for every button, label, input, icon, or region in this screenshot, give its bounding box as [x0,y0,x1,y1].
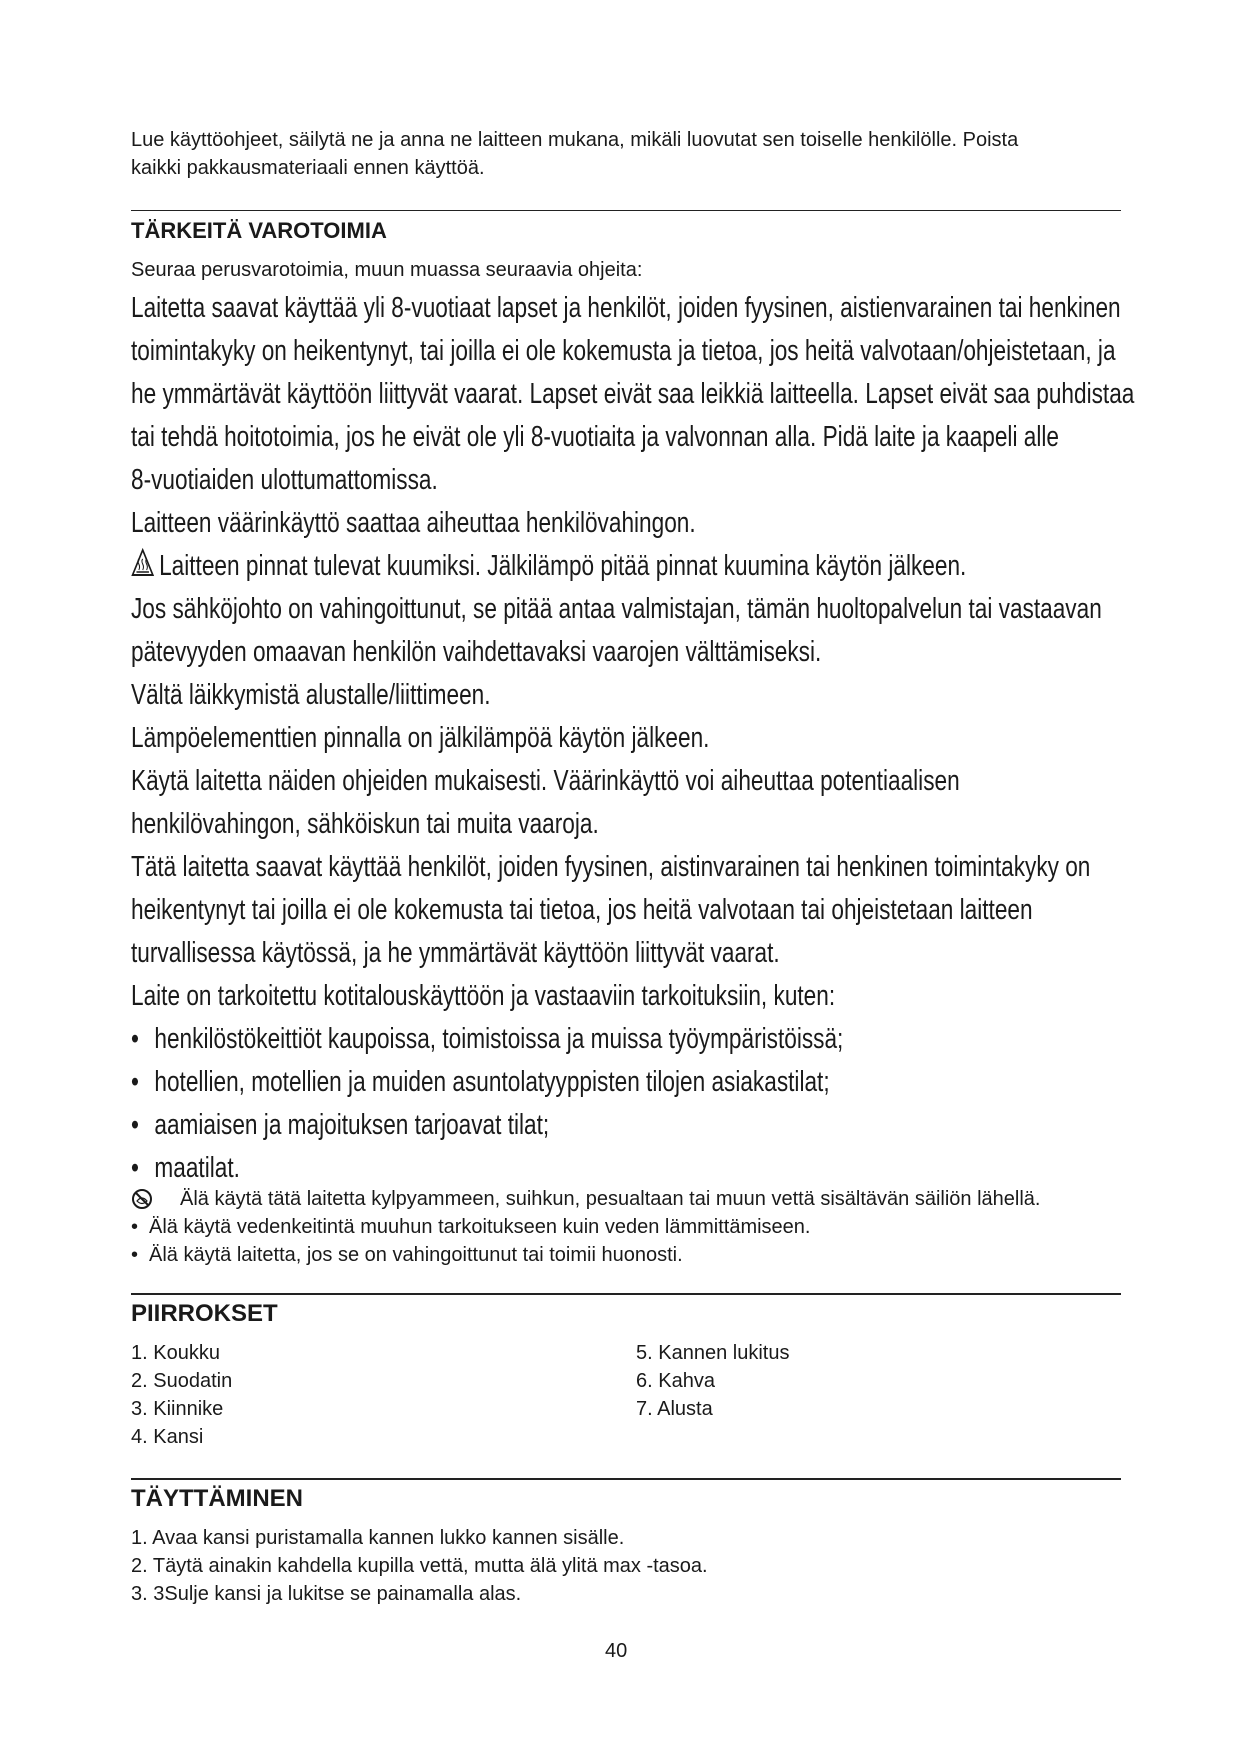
note-line: Älä käytä tätä laitetta kylpyammeen, suihkun, pesualtaan tai muun vettä sisältävän säiliön lähellä. [180,1188,1041,1210]
bullet-icon: • [131,1244,139,1266]
filling-step: 3. 3Sulje kansi ja lukitse se painamalla alas. [131,1583,522,1605]
drawings-item: 1. Koukku [131,1342,220,1364]
bullet-icon: • [131,1066,139,1098]
safety-line: 8-vuotiaiden ulottumattomissa. [131,464,438,496]
hot-surface-warning [131,546,966,586]
section-divider [131,1478,1121,1480]
safety-line: Laitteen pinnat tulevat kuumiksi. Jälkilämpö pitää pinnat kuumina käytön jälkeen. [159,550,967,582]
hot-surface-warning-icon [131,548,154,578]
note-line: • Älä käytä laitetta, jos se on vahingoittunut tai toimii huonosti. [131,1241,683,1269]
filling-heading: TÄYTTÄMINEN [131,1485,303,1512]
safety-line: Tätä laitetta saavat käyttää henkilöt, joiden fyysinen, aistinvarainen tai henkinen toimintakyky on [131,851,1091,883]
filling-step: 1. Avaa kansi puristamalla kannen lukko kannen sisälle. [131,1527,625,1549]
section-divider [131,210,1121,211]
drawings-item: 6. Kahva [636,1370,715,1392]
safety-line: Laite on tarkoitettu kotitalouskäyttöön ja vastaaviin tarkoituksiin, kuten: [131,980,836,1012]
section-divider [131,1293,1121,1295]
safety-subheading: Seuraa perusvarotoimia, muun muassa seuraavia ohjeita: [131,259,643,281]
safety-line: Lämpöelementtien pinnalla on jälkilämpöä käytön jälkeen. [131,722,710,754]
no-water-icon [131,1188,153,1210]
use-list-item: • aamiaisen ja majoituksen tarjoavat tilat; [131,1105,549,1145]
safety-line: Laitteen väärinkäyttö saattaa aiheuttaa henkilövahingon. [131,507,696,539]
page-number: 40 [605,1640,628,1662]
safety-line: toimintakyky on heikentynyt, tai joilla ei ole kokemusta ja tietoa, jos heitä valvotaan/ohjeistetaan, ja [131,335,1116,367]
safety-line: Vältä läikkymistä alustalle/liittimeen. [131,679,491,711]
drawings-item: 4. Kansi [131,1426,204,1448]
drawings-item: 2. Suodatin [131,1370,233,1392]
bullet-icon: • [131,1023,139,1055]
safety-line: Jos sähköjohto on vahingoittunut, se pitää antaa valmistajan, tämän huoltopalvelun tai vastaavan [131,593,1102,625]
bullet-icon: • [131,1109,139,1141]
drawings-item: 3. Kiinnike [131,1398,224,1420]
intro-line-2: kaikki pakkausmateriaali ennen käyttöä. [131,157,485,179]
safety-line: Laitetta saavat käyttää yli 8-vuotiaat lapset ja henkilöt, joiden fyysinen, aistienvarainen tai henkinen [131,292,1121,324]
bullet-icon: • [131,1152,139,1184]
drawings-item: 7. Alusta [636,1398,713,1420]
note-line: • Älä käytä vedenkeitintä muuhun tarkoitukseen kuin veden lämmittämiseen. [131,1213,810,1241]
intro-line-1: Lue käyttöohjeet, säilytä ne ja anna ne laitteen mukana, mikäli luovutat sen toiselle henkilölle. Poista [131,129,1019,151]
bullet-icon: • [131,1216,139,1238]
safety-line: pätevyyden omaavan henkilön vaihdettavaksi vaarojen välttämiseksi. [131,636,822,668]
safety-heading: TÄRKEITÄ VAROTOIMIA [131,218,387,243]
safety-line: he ymmärtävät käyttöön liittyvät vaarat. Lapset eivät saa leikkiä laitteella. Lapset eivät saa puhdistaa [131,378,1135,410]
safety-line: henkilövahingon, sähköiskun tai muita vaaroja. [131,808,599,840]
use-list-item: • maatilat. [131,1148,240,1188]
filling-step: 2. Täytä ainakin kahdella kupilla vettä, mutta älä ylitä max -tasoa. [131,1555,708,1577]
drawings-item: 5. Kannen lukitus [636,1342,790,1364]
use-list-item: • henkilöstökeittiöt kaupoissa, toimistoissa ja muissa työympäristöissä; [131,1019,843,1059]
safety-line: heikentynyt tai joilla ei ole kokemusta tai tietoa, jos heitä valvotaan tai ohjeistetaan laitteen [131,894,1033,926]
safety-line: turvallisessa käytössä, ja he ymmärtävät käyttöön liittyvät vaarat. [131,937,780,969]
drawings-heading: PIIRROKSET [131,1300,278,1327]
safety-line: Käytä laitetta näiden ohjeiden mukaisesti. Väärinkäyttö voi aiheuttaa potentiaalisen [131,765,960,797]
use-list-item: • hotellien, motellien ja muiden asuntolatyyppisten tilojen asiakastilat; [131,1062,830,1102]
safety-line: tai tehdä hoitotoimia, jos he eivät ole yli 8-vuotiaita ja valvonnan alla. Pidä laite ja kaapeli alle [131,421,1059,453]
